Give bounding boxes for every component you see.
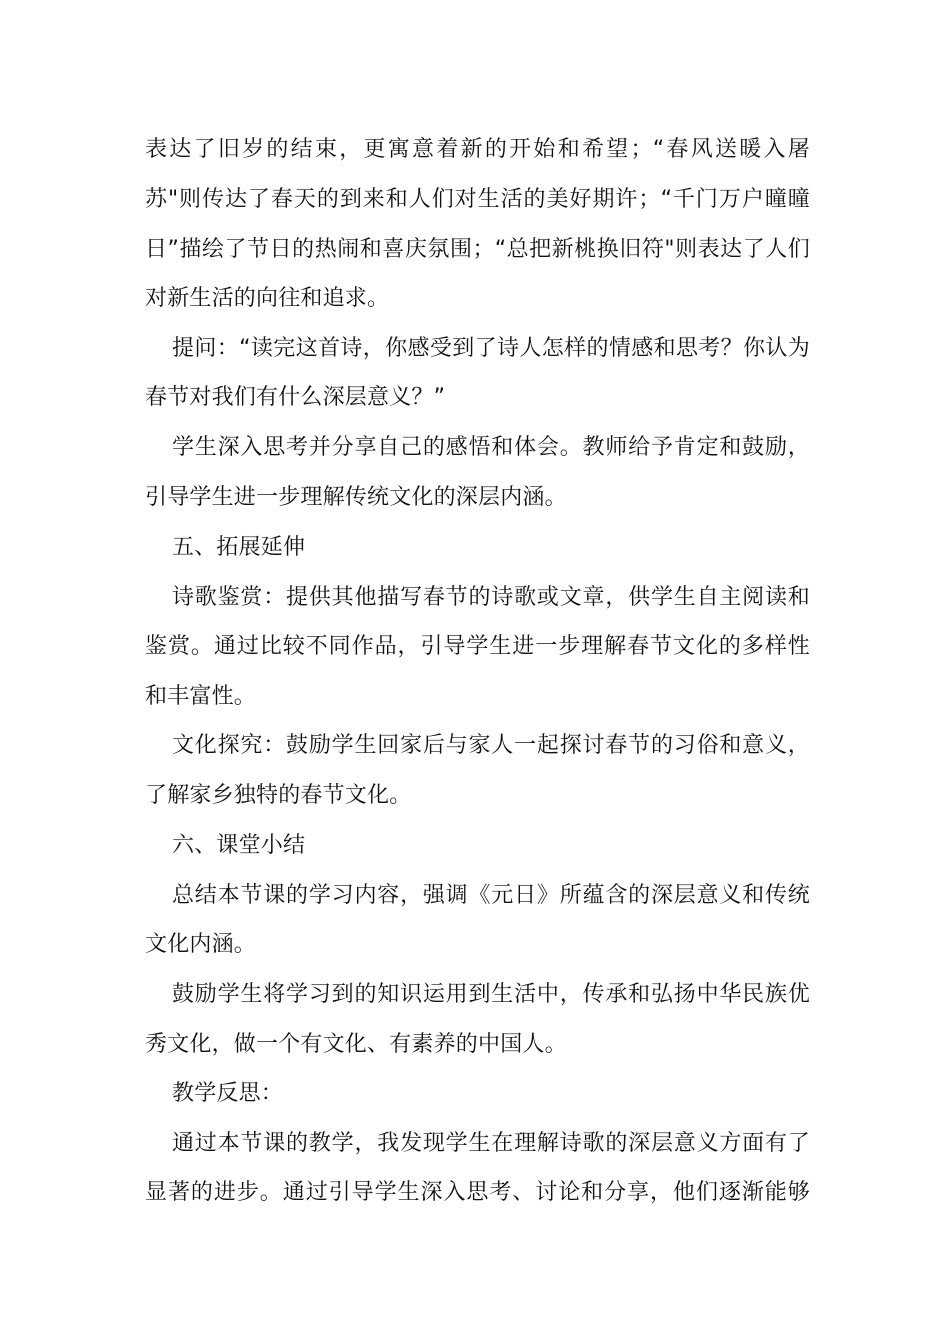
body-text-line: 秀文化，做一个有文化、有素养的中国人。 [145, 1032, 567, 1057]
body-text-line: 了解家乡独特的春节文化。 [145, 783, 412, 808]
body-text-line: 和丰富性。 [145, 684, 257, 709]
paragraph-first-line: 鼓励学生将学习到的知识运用到生活中，传承和弘扬中华民族优 [172, 982, 810, 1007]
body-text-line: 鉴赏。通过比较不同作品，引导学生进一步理解春节文化的多样性 [145, 634, 810, 659]
body-text-line: 文化内涵。 [145, 932, 257, 957]
body-text-line: 表达了旧岁的结束，更寓意着新的开始和希望；“春风送暖入屠 [145, 137, 810, 162]
paragraph-first-line: 提问：“读完这首诗，你感受到了诗人怎样的情感和思考？你认为 [172, 336, 810, 361]
body-text-line: 显著的进步。通过引导学生深入思考、讨论和分享，他们逐渐能够 [145, 1180, 810, 1205]
paragraph-first-line: 诗歌鉴赏：提供其他描写春节的诗歌或文章，供学生自主阅读和 [172, 585, 810, 610]
paragraph-first-line: 文化探究：鼓励学生回家后与家人一起探讨春节的习俗和意义， [172, 733, 810, 758]
body-text-line: 春节对我们有什么深层意义？” [145, 385, 446, 410]
body-text-line: 日”描绘了节日的热闹和喜庆氛围；“总把新桃换旧符"则表达了人们 [145, 237, 810, 262]
paragraph-first-line: 通过本节课的教学，我发现学生在理解诗歌的深层意义方面有了 [172, 1131, 810, 1156]
section-heading: 教学反思： [172, 1081, 284, 1106]
body-text-line: 引导学生进一步理解传统文化的深层内涵。 [145, 485, 567, 510]
paragraph-first-line: 学生深入思考并分享自己的感悟和体会。教师给予肯定和鼓励， [172, 435, 810, 460]
paragraph-first-line: 总结本节课的学习内容，强调《元日》所蕴含的深层意义和传统 [172, 883, 810, 908]
section-heading: 五、拓展延伸 [172, 535, 306, 560]
body-text-line: 苏"则传达了春天的到来和人们对生活的美好期许；“千门万户曈曈 [145, 187, 810, 212]
body-text-line: 对新生活的向往和追求。 [145, 286, 390, 311]
section-heading: 六、课堂小结 [172, 833, 306, 858]
